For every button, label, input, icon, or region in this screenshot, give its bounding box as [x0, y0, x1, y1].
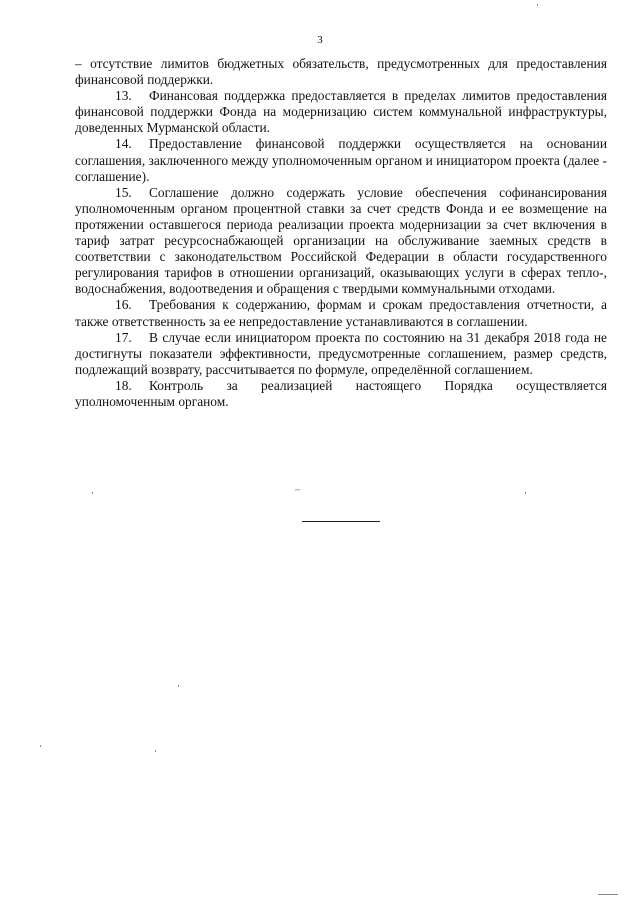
paragraph-number: 14.: [115, 136, 132, 152]
paragraph-text: Соглашение должно содержать условие обеспечения софинансирования уполномоченным органом процентной ставки за счет средств Фонда и ее возмещение на протяжении оставшегося периода реализации проекта модернизации за счет включения в тариф затрат ресурсоснабжающей организации на обслуживание заемных средств в соответствии с законодательством Российской Федерации в области государственного регулирования тарифов в отношении организаций, оказывающих услуги в сферах тепло-, водоснабжения, водоотведения и обращения с твердыми коммунальными отходами.: [75, 184, 607, 297]
end-divider-line: [302, 521, 380, 522]
paragraph-text: отсутствие лимитов бюджетных обязательств, предусмотренных для предоставления финансовой поддержки.: [75, 56, 607, 88]
paragraph-number: 17.: [115, 329, 132, 345]
paragraph-text: Требования к содержанию, формам и срокам предоставления отчетности, а также ответственность за ее непредоставление устанавливаются в соглашении.: [75, 297, 607, 329]
scan-speck: [598, 894, 618, 895]
paragraph-13: [75, 88, 607, 136]
paragraph-18: [75, 378, 607, 410]
paragraph-text: Предоставление финансовой поддержки осуществляется на основании соглашения, заключенного между уполномоченным органом и инициатором проекта (далее - соглашение).: [75, 136, 607, 184]
paragraph-number: 16.: [115, 297, 132, 313]
paragraph-14: [75, 136, 607, 184]
scan-speck: [525, 492, 526, 494]
paragraph-16: [75, 297, 607, 329]
scan-speck: [92, 492, 93, 494]
paragraph-number: 18.: [115, 377, 132, 393]
paragraph-15: [75, 185, 607, 298]
paragraph-text: В случае если инициатором проекта по состоянию на 31 декабря 2018 года не достигнуты показатели эффективности, предусмотренные соглашением, размер средств, подлежащий возврату, рассчитывается по формуле, определённой соглашением.: [75, 329, 607, 377]
scan-speck: [178, 685, 179, 687]
paragraph-number: 15.: [115, 184, 132, 200]
paragraph-bullet: [75, 56, 607, 88]
scan-speck: [155, 750, 156, 752]
scan-speck: [537, 4, 538, 6]
paragraph-text: Финансовая поддержка предоставляется в пределах лимитов предоставления финансовой поддержки Фонда на модернизацию систем коммунальной инфраструктуры, доведенных Мурманской области.: [75, 88, 607, 136]
document-body: [75, 56, 607, 410]
page-number: 3: [317, 34, 323, 46]
paragraph-text: Контроль за реализацией настоящего Порядка осуществляется уполномоченным органом.: [75, 377, 607, 409]
paragraph-number: 13.: [115, 88, 132, 104]
paragraph-17: [75, 330, 607, 378]
scan-speck: [40, 745, 41, 747]
dash-marker: –: [75, 56, 82, 71]
scan-mark: ~: [295, 485, 300, 495]
